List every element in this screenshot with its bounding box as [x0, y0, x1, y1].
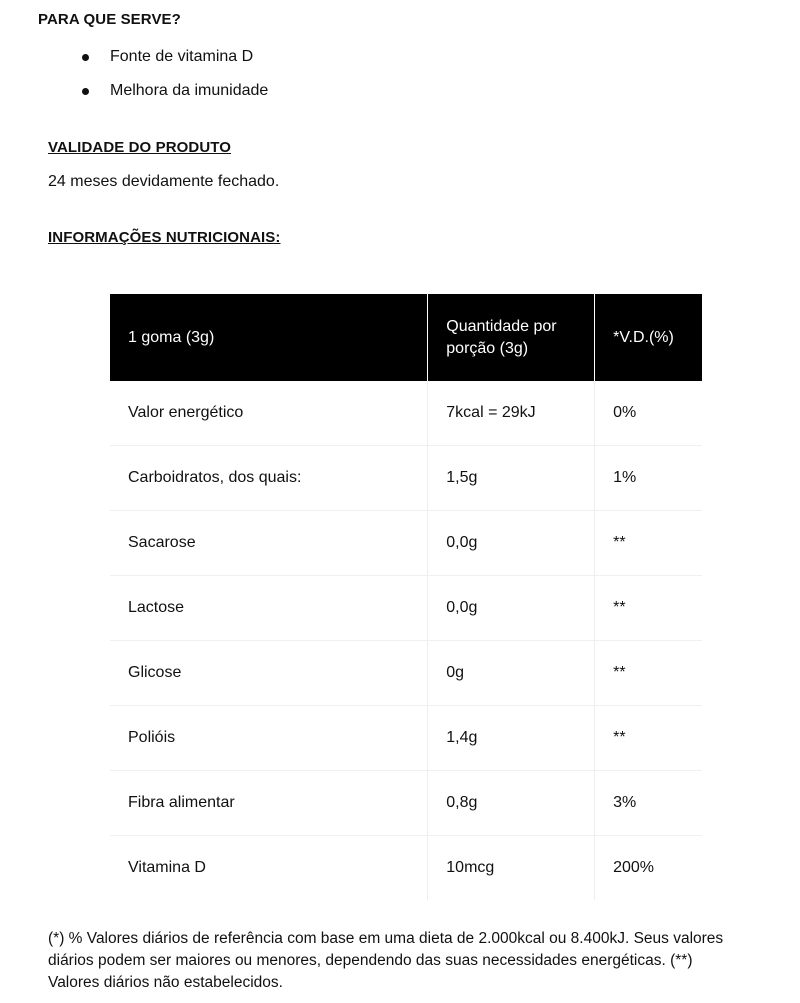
nutrient-amount: 0,8g	[428, 771, 595, 836]
list-item	[80, 78, 268, 112]
nutrient-name: Valor energético	[110, 381, 428, 446]
nutrient-dv: **	[595, 641, 702, 706]
list-item-label: Melhora da imunidade	[110, 82, 269, 99]
nutrient-name: Carboidratos, dos quais:	[110, 446, 428, 511]
nutrient-name: Sacarose	[110, 511, 428, 576]
nutrient-name: Glicose	[110, 641, 428, 706]
nutrition-heading: INFORMAÇÕES NUTRICIONAIS:	[48, 229, 281, 246]
table-row	[110, 836, 702, 901]
header-quantity: Quantidade por porção (3g)	[428, 294, 595, 381]
validity-text: 24 meses devidamente fechado.	[48, 173, 280, 190]
bullet-icon	[82, 88, 89, 95]
table-row	[110, 576, 702, 641]
footnote: (*) % Valores diários de referência com base em uma dieta de 2.000kcal ou 8.400kJ. Seus valores diários podem ser maiores ou menores, dependendo das suas necessidades energéticas. (**) Valores diários não estabelecidos.	[48, 930, 724, 991]
header-dv: *V.D.(%)	[595, 294, 702, 381]
uses-list	[80, 44, 268, 112]
nutrient-amount: 10mcg	[428, 836, 595, 901]
nutrient-name: Vitamina D	[128, 859, 206, 876]
nutrient-name: Polióis	[110, 706, 428, 771]
nutrient-amount: 1,4g	[428, 706, 595, 771]
nutrient-dv: 3%	[595, 771, 702, 836]
nutrient-dv: 0%	[595, 381, 702, 446]
nutrient-amount: 0,0g	[428, 576, 595, 641]
table-row	[110, 641, 702, 706]
nutrient-amount: 7kcal = 29kJ	[428, 381, 595, 446]
nutrient-name: Lactose	[110, 576, 428, 641]
nutrient-amount: 0,0g	[428, 511, 595, 576]
table-row	[110, 771, 702, 836]
bullet-icon	[82, 54, 89, 61]
nutrient-name: Fibra alimentar	[110, 771, 428, 836]
list-item-label: Fonte de vitamina D	[110, 48, 254, 65]
header-portion: 1 goma (3g)	[110, 294, 428, 381]
nutrient-dv: **	[595, 511, 702, 576]
table-header-row	[110, 294, 702, 381]
nutrient-dv: 200%	[595, 836, 702, 901]
validity-heading: VALIDADE DO PRODUTO	[48, 139, 232, 156]
uses-heading: PARA QUE SERVE?	[38, 11, 181, 28]
list-item	[80, 44, 268, 78]
table-row	[110, 706, 702, 771]
nutrient-amount: 0g	[428, 641, 595, 706]
nutrient-dv: **	[595, 576, 702, 641]
nutrient-amount: 1,5g	[428, 446, 595, 511]
table-row	[110, 446, 702, 511]
nutrient-dv: **	[595, 706, 702, 771]
table-row	[110, 381, 702, 446]
nutrition-table	[110, 294, 702, 900]
nutrient-dv: 1%	[595, 446, 702, 511]
table-row	[110, 511, 702, 576]
